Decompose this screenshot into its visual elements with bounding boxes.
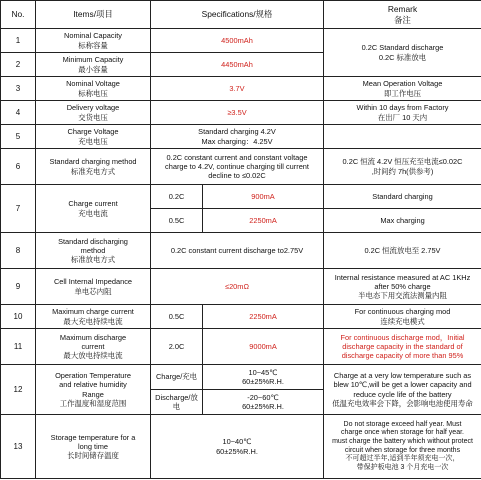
row-spec: 3.7V (151, 77, 324, 101)
sub-v2: 60±25%R.H. (242, 377, 284, 386)
header-spec: Specifications/规格 (151, 1, 324, 29)
spec-line: Max charging：4.25V (201, 136, 273, 146)
header-remark (324, 1, 481, 29)
header-items: Items/项目 (36, 1, 151, 29)
sub-remark: Max charging (324, 209, 481, 233)
sub-label: Discharge/放电 (151, 390, 203, 415)
row-spec: ≥3.5V (151, 101, 324, 125)
row-no: 12 (1, 365, 36, 415)
row-remark: 0.2C 恒流放电至 2.75V (324, 233, 481, 269)
remark-line: 不可超过半年,适到半年须充电一次， (345, 455, 460, 463)
remark-line: Internal resistance measured at AC 1KHz (334, 272, 471, 282)
row-rate: 0.5C (151, 305, 203, 329)
item-cn: 最大放电持续电流 (63, 351, 123, 361)
item-en: Storage temperature for a (50, 432, 136, 442)
table-row (1, 29, 481, 53)
item-en: Cell Internal Impedance (53, 277, 133, 287)
row-remark (324, 125, 481, 149)
row-spec: ≤20mΩ (151, 269, 324, 305)
sub-rate: 0.5C (151, 209, 203, 233)
sub-values (203, 365, 324, 390)
row-item (36, 329, 151, 365)
item-en: Nominal Voltage (66, 79, 120, 89)
item-en: Maximum discharge (59, 332, 127, 342)
item-cn: 标准放电方式 (70, 255, 116, 265)
remark-line: Do not storage exceed half year. Must (343, 420, 462, 428)
table-row (1, 185, 481, 209)
remark-en: For continuous charging mod (354, 307, 451, 317)
row-spec: 4500mAh (151, 29, 324, 53)
item-en: current (81, 341, 105, 351)
sub-label: Charge/充电 (151, 365, 203, 390)
spec-line: charge to 4.2V, continue charging till current (165, 161, 309, 171)
sub-v1: 10~45℃ (248, 367, 278, 377)
item-cn: 标准充电方式 (70, 166, 116, 176)
remark-line: reduce cycle life of the battery (353, 389, 452, 399)
row-no: 10 (1, 305, 36, 329)
header-remark-cn: 备注 (394, 14, 411, 25)
item-en: Charge Voltage (67, 127, 119, 137)
sub-v2: 60±25%R.H. (242, 402, 284, 411)
row-remark (324, 305, 481, 329)
item-cn: 工作温度和湿度范围 (59, 398, 127, 408)
item-en: Maximum charge current (52, 307, 134, 317)
item-en: Minimum Capacity (62, 55, 124, 65)
row-no: 4 (1, 101, 36, 125)
row-item (36, 233, 151, 269)
row-spec: 0.2C constant current discharge to2.75V (151, 233, 324, 269)
row-no: 3 (1, 77, 36, 101)
remark-line: circuit when storage for three months (344, 446, 461, 454)
row-item (36, 53, 151, 77)
remark-line: must charge the battery which without protect (332, 437, 473, 445)
table-row (1, 101, 481, 125)
row-value: 2250mA (203, 305, 324, 329)
row-remark (324, 329, 481, 365)
row-item (36, 365, 151, 415)
row-spec (151, 125, 324, 149)
item-en: and relative humidity (59, 380, 127, 390)
sub-remark: Standard charging (324, 185, 481, 209)
item-cn: 单电芯内阻 (74, 286, 112, 296)
item-en: long time (78, 441, 108, 451)
remark-line: 低温充电效率会下降，会影响电池使用寿命 (332, 398, 473, 408)
row-item (36, 415, 151, 479)
remark-line: 0.2C 恒流 4.2V 恒压充至电流≤0.02C (342, 157, 463, 167)
row-remark (324, 365, 481, 415)
row-item (36, 29, 151, 53)
row-item (36, 269, 151, 305)
table-row (1, 415, 481, 479)
item-cn: 交货电压 (78, 112, 108, 122)
row-remark (324, 269, 481, 305)
row-no: 8 (1, 233, 36, 269)
sub-value: 900mA (203, 185, 324, 209)
header-remark-en: Remark (387, 4, 418, 15)
row-spec: 4450mAh (151, 53, 324, 77)
item-en: Operation Temperature (55, 371, 131, 381)
remark-en: 0.2C Standard discharge (361, 43, 444, 53)
row-spec (151, 415, 324, 479)
row-remark (324, 77, 481, 101)
remark-en: Within 10 days from Factory (356, 103, 449, 113)
sub-v1: -20~60℃ (247, 392, 279, 402)
row-item (36, 125, 151, 149)
row-no: 2 (1, 53, 36, 77)
row-no: 7 (1, 185, 36, 233)
capacity-remark (324, 29, 481, 77)
item-en: method (80, 245, 106, 255)
row-no: 11 (1, 329, 36, 365)
row-item (36, 185, 151, 233)
spec-line: Standard charging 4.2V (198, 127, 276, 137)
row-item (36, 77, 151, 101)
remark-en: Mean Operation Voltage (362, 79, 443, 89)
row-no: 1 (1, 29, 36, 53)
row-item (36, 305, 151, 329)
remark-line: 半电态下用交流法测量内阻 (358, 291, 447, 301)
remark-line: discharge capacity of more than 95% (341, 351, 464, 361)
sub-values (203, 390, 324, 415)
remark-line: charge once when storage for half year. (341, 429, 464, 437)
item-cn: 标称容量 (78, 40, 108, 50)
row-no: 5 (1, 125, 36, 149)
item-en: Charge current (68, 199, 118, 209)
table-row (1, 269, 481, 305)
row-no: 13 (1, 415, 36, 479)
table-row (1, 149, 481, 185)
row-remark (324, 149, 481, 185)
item-cn: 充电电压 (78, 136, 108, 146)
row-no: 6 (1, 149, 36, 185)
item-cn: 长时间储存温度 (67, 451, 119, 461)
item-en: Range (82, 389, 104, 399)
table-row (1, 305, 481, 329)
item-cn: 标称电压 (78, 88, 108, 98)
row-remark (324, 415, 481, 479)
row-value: 9000mA (203, 329, 324, 365)
row-spec (151, 149, 324, 185)
table-row (1, 77, 481, 101)
item-cn: 最大充电持续电流 (63, 316, 123, 326)
remark-cn: 连续充电模式 (380, 316, 425, 326)
remark-cn: 在出厂 10 天内 (377, 112, 428, 122)
remark-line: 带保护板电池 3 个月充电一次 (356, 463, 449, 471)
header-no: No. (1, 1, 36, 29)
item-cn: 充电电流 (78, 208, 108, 218)
item-en: Delivery voltage (66, 103, 120, 113)
spec-line: decline to ≤0.02C (208, 171, 266, 181)
spec-line: 60±25%R.H. (216, 446, 258, 456)
remark-line: blew 10℃,will be get a lower capacity and (333, 380, 472, 390)
table-row (1, 329, 481, 365)
item-en: Standard charging method (49, 157, 137, 167)
row-item (36, 149, 151, 185)
sub-value: 2250mA (203, 209, 324, 233)
item-en: Standard discharging (58, 236, 128, 246)
remark-line: For continuous discharge mod，Initial (340, 332, 465, 342)
remark-line: Charge at a very low temperature such as (333, 371, 472, 381)
spec-line: 0.2C constant current and constant voltage (166, 152, 308, 162)
item-cn: 最小容量 (78, 64, 108, 74)
table-row (1, 125, 481, 149)
remark-line: after 50% charge (374, 281, 431, 291)
remark-line: discharge capacity in the standard of (342, 341, 463, 351)
row-rate: 2.0C (151, 329, 203, 365)
spec-line: 10~40℃ (222, 437, 252, 447)
row-no: 9 (1, 269, 36, 305)
sub-rate: 0.2C (151, 185, 203, 209)
row-item (36, 101, 151, 125)
remark-line: ,时间约 7h(供参考) (371, 166, 434, 176)
table-row (1, 233, 481, 269)
item-en: Nominal Capacity (64, 31, 122, 41)
header-row (1, 1, 481, 29)
remark-cn: 0.2C 标准放电 (378, 52, 427, 62)
table-row (1, 365, 481, 390)
row-remark (324, 101, 481, 125)
remark-cn: 即工作电压 (384, 88, 421, 98)
